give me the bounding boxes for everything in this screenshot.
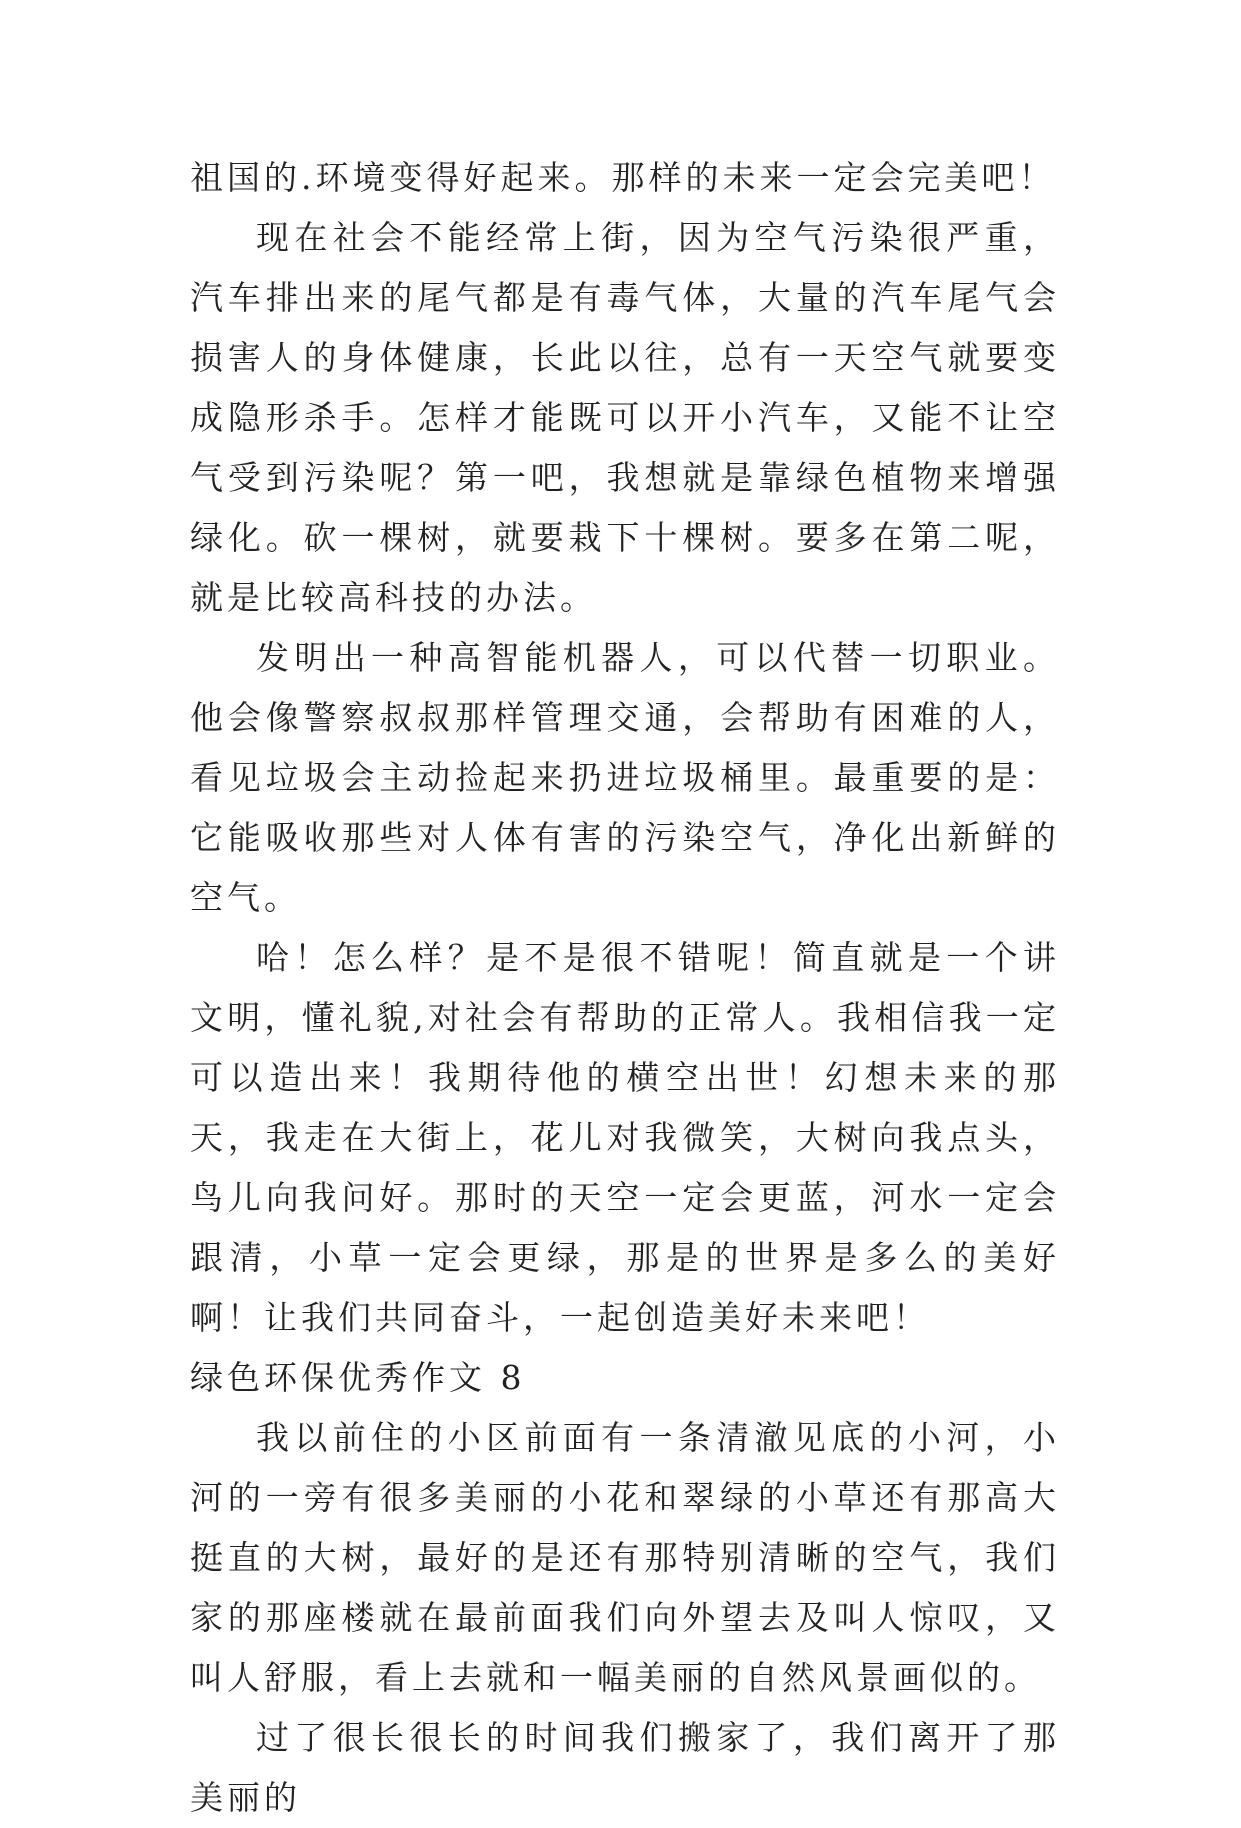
paragraph: 哈！怎么样？是不是很不错呢！简直就是一个讲文明，懂礼貌,对社会有帮助的正常人。我相信我一定可以造出来！我期待他的横空出世！幻想未来的那天，我走在大街上，花儿对我微笑，大树向我点头，鸟儿向我问好。那时的天空一定会更蓝，河水一定会跟清，小草一定会更绿，那是的世界是多么的美好啊！让我们共同奋斗，一起创造美好未来吧！ [190,938,1060,1337]
paragraph: 我以前住的小区前面有一条清澈见底的小河，小河的一旁有很多美丽的小花和翠绿的小草还有那高大挺直的大树，最好的是还有那特别清晰的空气，我们家的那座楼就在最前面我们向外望去及叫人惊叹，又叫人舒服，看上去就和一幅美丽的自然风景画似的。 [190,1418,1060,1697]
paragraph: 现在社会不能经常上街，因为空气污染很严重，汽车排出来的尾气都是有毒气体，大量的汽车尾气会损害人的身体健康，长此以往，总有一天空气就要变成隐形杀手。怎样才能既可以开小汽车，又能不让空气受到污染呢？第一吧，我想就是靠绿色植物来增强绿化。砍一棵树，就要栽下十棵树。要多在第二呢，就是比较高科技的办法。 [190,218,1060,617]
document-body [190,148,1060,1828]
section-heading: 绿色环保优秀作文 8 [190,1358,526,1397]
paragraph: 发明出一种高智能机器人，可以代替一切职业。他会像警察叔叔那样管理交通，会帮助有困难的人，看见垃圾会主动捡起来扔进垃圾桶里。最重要的是：它能吸收那些对人体有害的污染空气，净化出新鲜的空气。 [190,638,1060,917]
paragraph: 过了很长很长的时间我们搬家了，我们离开了那美丽的 [190,1718,1060,1817]
paragraph-continuation: 祖国的.环境变得好起来。那样的未来一定会完美吧！ [190,158,1056,197]
